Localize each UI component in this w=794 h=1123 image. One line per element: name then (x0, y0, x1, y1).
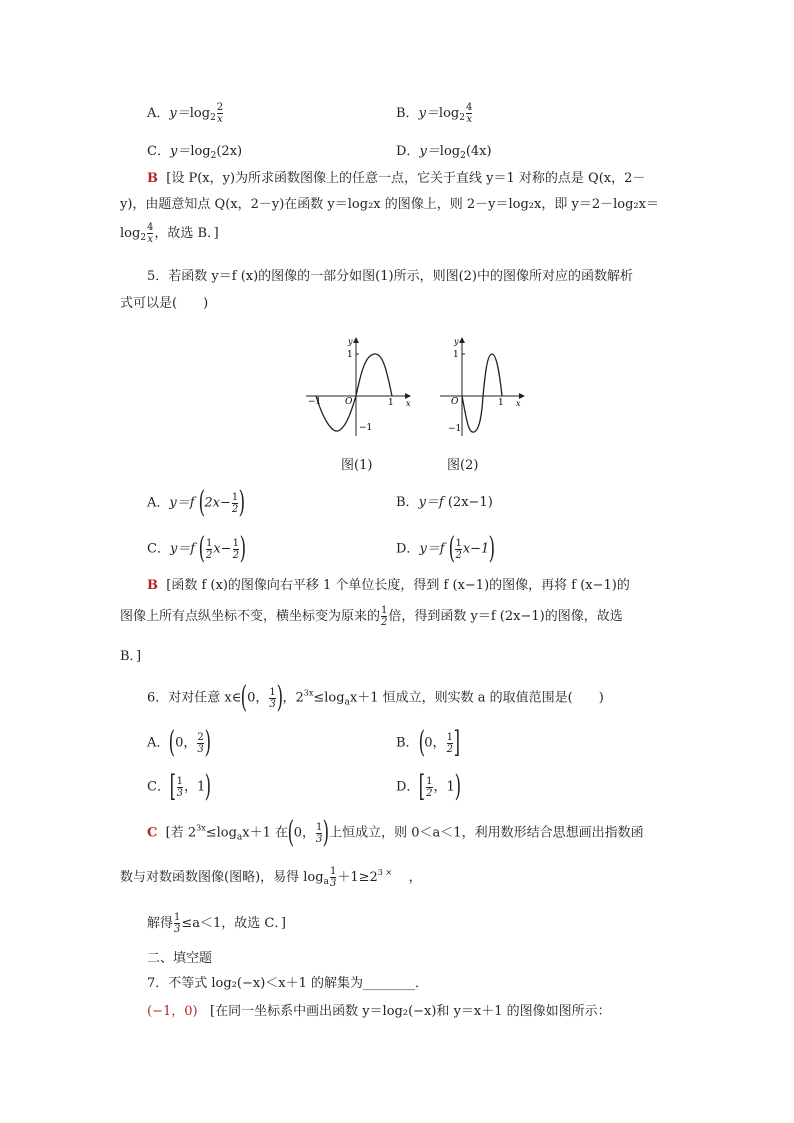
fig1-origin: O (345, 397, 353, 407)
q6-explanation-line1: C [若 $2^{3x}\le\log_ax+1$ 在(0， $\frac{1}{3}$ )上恒成立，则 0＜a＜1，利用数形结合思想画出指数函 (147, 815, 644, 850)
q5-explanation-line1: B [函数 f (x)的图像向右平移 1 个单位长度，得到 f (x−1)的图像，再将 f (x−1)的 (147, 578, 630, 593)
q4-explanation-line2: y)，由题意知点 Q(x，2－y)在函数 y＝log₂x 的图像上，则 2－y＝log₂x，即 y＝2－log₂x＝ (120, 197, 659, 212)
q7-stem: 7．不等式 log₂(−x)＜x＋1 的解集为________． (147, 976, 429, 991)
q5-figure-1-caption: 图(1) (341, 458, 373, 473)
fig2-x1: 1 (498, 398, 504, 408)
q6-option-b: B．(0， $\frac{1}{2}$ ] (396, 725, 461, 760)
q5-figure-2 (436, 334, 528, 440)
q4-option-b: B．$y=\log_2$ $\frac{4}{x}$ (396, 102, 473, 125)
q4-option-c: C．$y=\log_2(2x)$ (147, 144, 243, 161)
q5-option-a: A．y＝f (2x− $\frac{1}{2}$ ) (147, 485, 246, 520)
q4-answer-letter: B (147, 171, 158, 186)
q6-explanation-line3: 解得 $\frac{1}{3}$ ≤a＜1，故选 C．] (147, 912, 286, 935)
section-heading: 二、填空题 (147, 951, 213, 966)
q5-answer-letter: B (147, 578, 158, 593)
q5-stem-line1: 5．若函数 y＝f (x)的图像的一部分如图(1)所示，则图(2)中的图像所对应的函数解析 (147, 269, 633, 284)
q7-answer: (−1，0) (147, 1004, 198, 1019)
q4-option-a: A．$y=\log_2$ $\frac{2}{x}$ (147, 102, 224, 125)
q6-option-a: A．(0， $\frac{2}{3}$ ) (147, 725, 211, 760)
fig1-yneg1: −1 (359, 423, 373, 433)
q6-stem: 6．对对任意 x∈(0， $\frac{1}{3}$ )，$2^{3x}\le\log_ax+1$ 恒成立，则实数 a 的取值范围是( ) (147, 680, 604, 715)
q6-option-c: C．[ $\frac{1}{3}$ ，1) (147, 769, 212, 804)
fig1-y1: 1 (347, 350, 353, 360)
q5-figure-2-caption: 图(2) (447, 458, 479, 473)
q4-option-d: D．$y=\log_2(4x)$ (396, 144, 492, 161)
fig1-xneg1: −1 (308, 397, 322, 407)
fig2-origin: O (451, 397, 459, 407)
q6-option-d: D．[ $\frac{1}{2}$ ，1) (396, 769, 461, 804)
q5-figure-1 (302, 334, 414, 440)
q5-option-c: C．y＝f ( $\frac{1}{2}$ x− $\frac{1}{2}$ ) (147, 531, 247, 566)
q5-option-b: B．y＝f (2x−1) (396, 495, 493, 510)
q5-explanation-line3: B．] (120, 649, 142, 664)
fig1-x1: 1 (388, 398, 394, 408)
fig1-y-label: y (348, 337, 353, 346)
q4-explanation-line1: B [设 P(x，y)为所求函数图像上的任意一点，它关于直线 y＝1 对称的点是 Q(x，2－ (147, 171, 646, 186)
q4-explanation-line3: $\log_2$ $\frac{4}{x}$ ，故选 B．] (120, 222, 219, 245)
fig2-x-label: x (516, 399, 521, 408)
q5-option-d: D．y＝f ( $\frac{1}{2}$ x−1) (396, 531, 496, 566)
fig1-x-label: x (406, 399, 411, 408)
q5-explanation-line2: 图像上所有点纵坐标不变，横坐标变为原来的 $\frac{1}{2}$ 倍，得到函数 y＝f (2x−1)的图像，故选 (120, 605, 623, 628)
q5-stem-line2: 式可以是( ) (120, 296, 209, 311)
fig2-yneg1: −1 (448, 424, 462, 434)
fig2-y-label: y (454, 337, 459, 346)
q6-explanation-line2: 数与对数函数图像(图略)，易得 $\log_a$ $\frac{1}{3}$ $+1\ge 2^{3 \times}$ ， (120, 866, 422, 889)
q6-answer-letter: C (147, 825, 158, 841)
fig2-y1: 1 (453, 350, 459, 360)
q7-explanation: (−1，0) [在同一坐标系中画出函数 y＝log₂(−x)和 y＝x＋1 的图像如图所示： (147, 1004, 611, 1019)
